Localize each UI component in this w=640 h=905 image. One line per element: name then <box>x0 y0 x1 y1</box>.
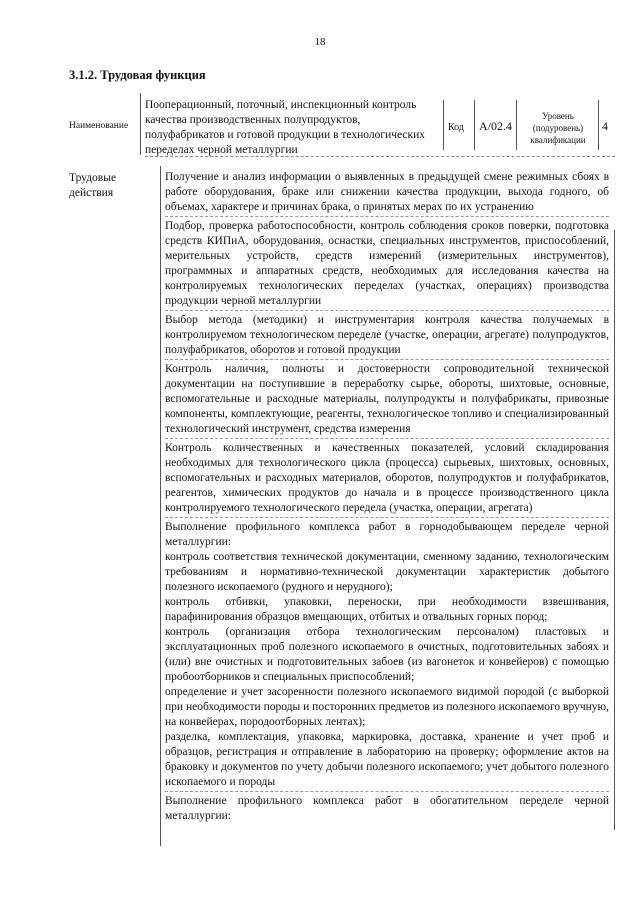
mining-block <box>165 520 609 792</box>
labor-action-item: Выбор метода (методики) и инструментария контроля качества получаемых в контролируемом технологическом переделе (участке, операции, агрегате) полупродуктов, полуфабрикатов, оборотов и готовой продукции <box>165 313 609 360</box>
enrichment-block-intro: Выполнение профильного комплекса работ в обогатительном переделе черной металлургии: <box>165 795 609 822</box>
section-title: 3.1.2. Трудовая функция <box>69 68 206 82</box>
labor-action-item: Контроль количественных и качественных показателей, условий складирования необходимых для технологического цикла (процесса) сырьевых, шихтовых, основных, вспомогательных и расходных материалов, оборотов, полупродуктов и полуфабрикатов, реагентов, химических продуктов до начала и в процессе производственного цикла контролируемого технологического передела (участка, операции, агрегата) <box>165 441 609 518</box>
mining-subitem: определение и учет засоренности полезного ископаемого видимой породой (с выборкой при необходимости породы и посторонних предметов из полезного ископаемого вручную, на конвейерах, породоотборных лентах); <box>165 686 609 728</box>
header-divider-3 <box>474 100 475 150</box>
header-divider-1 <box>140 93 141 155</box>
header-divider-2 <box>443 100 444 150</box>
labor-action-item: Контроль наличия, полноты и достоверности сопроводительной технической документации на поступившие в переработку сырье, обороты, шихтовые, основные, вспомогательные и расходные материалы, полупродукты и полуфабрикаты, привозные компоненты, комплектующие, реагенты, технологическое топливо и специализированный технологический инструмент, средства измерения <box>165 362 609 439</box>
table-right-border <box>614 230 615 830</box>
page-number: 18 <box>314 36 326 48</box>
header-divider-4 <box>516 100 517 150</box>
labor-action-item: Подбор, проверка работоспособности, контроль соблюдения сроков поверки, подготовка средств КИПиА, оборудования, оснастки, специальных инструментов, приспособлений, мерительных устройств, средств измерений (измерительных инструментов), программных и аппаратных средств, необходимых для исследования качества на контролируемых технологических переделах (участках, операциях) производства продукции черной металлургии <box>165 219 609 311</box>
enrichment-block <box>165 794 609 825</box>
code-value: А/02.4 <box>479 119 512 133</box>
labor-action-item: Получение и анализ информации о выявленных в предыдущей смене режимных сбоях в работе оборудования, браке или снижении качества продукции, выхода годного, об объемах, характере и причинах брака, о принятых мерах по их устранению <box>165 170 609 217</box>
qualification-level-value: 4 <box>602 119 608 133</box>
mining-subitem: контроль соответствия технической документации, сменному заданию, технологическим требованиям и нормативно-технической документации характеристик добытого полезного ископаемого (рудного и нерудного); <box>165 551 609 593</box>
name-value: Пооперационный, поточный, инспекционный контроль качества производственных полупродуктов, полуфабрикатов и готовой продукции в технологических переделах черной металлургии <box>145 99 425 156</box>
header-divider-5 <box>598 100 599 150</box>
mining-block-intro: Выполнение профильного комплекса работ в горнодобывающем переделе черной металлургии: <box>165 521 609 548</box>
qualification-level-label: Уровень (подуровень) квалификации <box>530 111 586 145</box>
mining-subitem: разделка, комплектация, упаковка, маркировка, доставка, хранение и учет проб и образцов, регистрация и отправление в лабораторию на проверку; оформление актов на браковку и документов по учету добычи полезного ископаемого; учет добытого полезного ископаемого и породы <box>165 731 609 788</box>
name-label: Наименование <box>69 121 129 131</box>
mining-subitem: контроль (организация отбора технологическим персоналом) пластовых и эксплуатационных проб полезного ископаемого в очистных, подготовительных забоях и (или) вне очистных и подготовительных забоев (из вагонеток и конвейеров) с помощью пробоотборников и специальных приспособлений; <box>165 626 609 683</box>
mining-subitem: контроль отбивки, упаковки, переноски, при необходимости взвешивания, парафинирования образцов вмещающих, отбитых и отвальных горных пород; <box>165 596 609 623</box>
labor-actions-label: Трудовые действия <box>69 172 117 199</box>
actions-column-divider <box>160 166 161 846</box>
labor-actions-list <box>165 170 609 827</box>
code-label: Код <box>448 122 464 133</box>
